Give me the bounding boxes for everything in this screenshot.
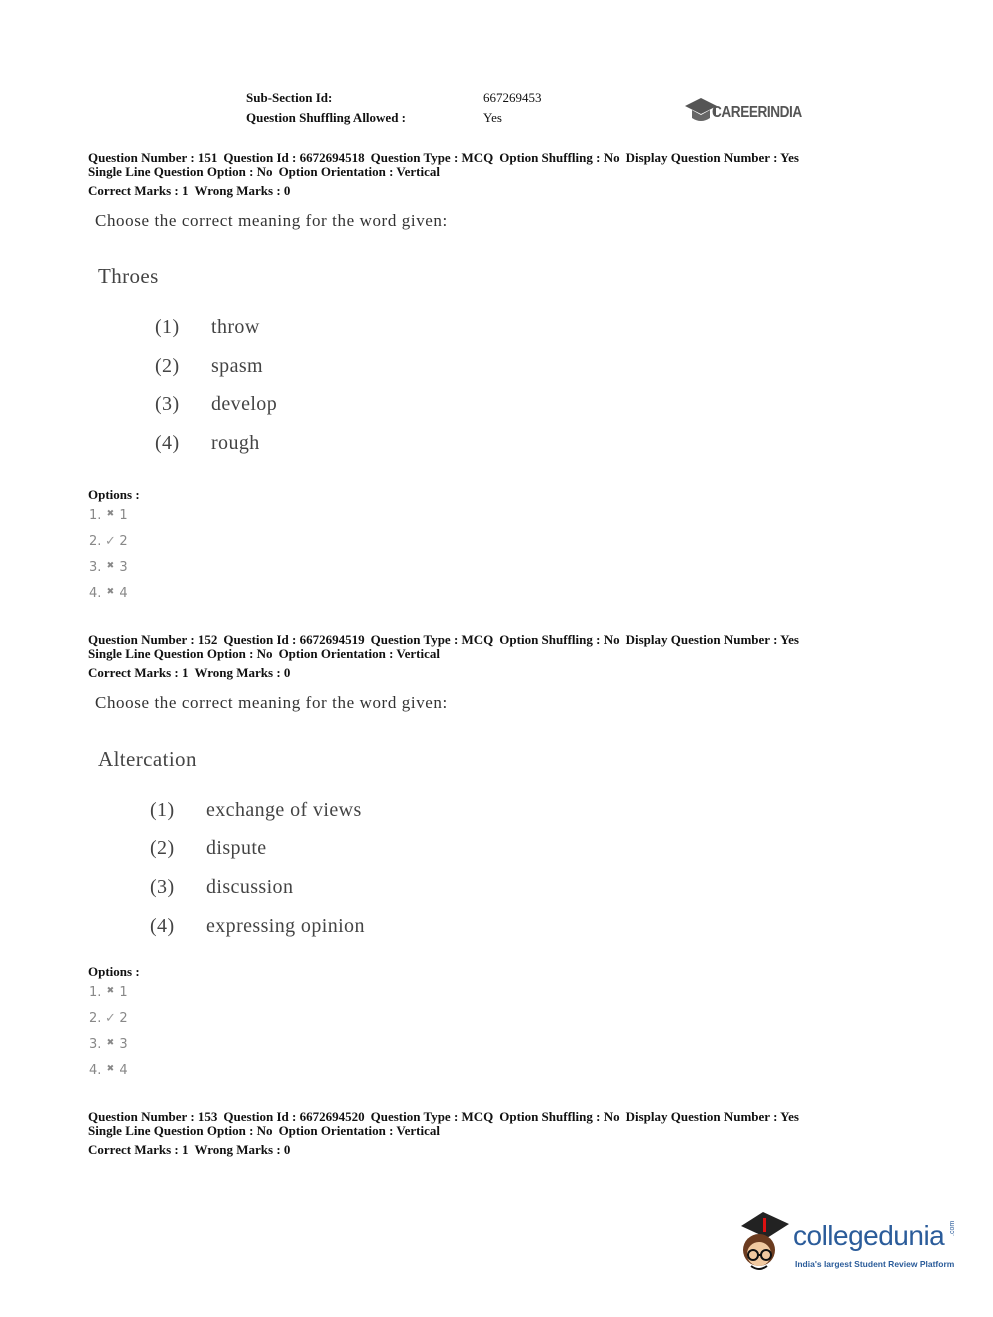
question-marks: Correct Marks : 1 Wrong Marks : 0 (88, 183, 291, 198)
choice-item: (3) discussion (150, 876, 294, 898)
option-row: 1. ✖ 1 (89, 508, 128, 523)
shuffling-label: Question Shuffling Allowed : (246, 110, 407, 125)
sub-section-value: 667269453 (483, 90, 542, 105)
logo-text: CAREERINDIA (712, 104, 802, 121)
question-prompt: Choose the correct meaning for the word given: (95, 211, 448, 230)
option-row: 1. ✖ 1 (89, 985, 128, 1000)
check-icon: ✓ (104, 1011, 116, 1026)
option-row: 2. ✓ 2 (89, 1011, 128, 1026)
shuffling-value: Yes (483, 110, 502, 125)
option-row: 3. ✖ 3 (89, 560, 128, 575)
choice-item: (4) rough (155, 432, 260, 454)
collegedunia-logo (733, 1208, 965, 1280)
question-word: Throes (98, 264, 159, 288)
question-marks: Correct Marks : 1 Wrong Marks : 0 (88, 665, 291, 680)
careerindia-logo (684, 96, 814, 126)
option-row: 4. ✖ 4 (89, 1063, 128, 1078)
brand-suffix: .com (949, 1220, 956, 1236)
mascot-icon (733, 1208, 795, 1278)
options-label: Options : (88, 964, 140, 979)
cross-icon: ✖ (106, 509, 115, 519)
question-meta-line2: Single Line Question Option : No Option Orientation : Vertical (88, 1123, 440, 1138)
question-meta-line1: Question Number : 151 Question Id : 6672694518 Question Type : MCQ Option Shuffling : No Display Question Number : Yes (88, 150, 799, 165)
check-icon: ✓ (104, 534, 116, 549)
question-meta-line1: Question Number : 152 Question Id : 6672694519 Question Type : MCQ Option Shuffling : No Display Question Number : Yes (88, 632, 799, 647)
choice-item: (1) exchange of views (150, 799, 362, 821)
cross-icon: ✖ (106, 1064, 115, 1074)
cross-icon: ✖ (106, 587, 115, 597)
options-label: Options : (88, 487, 140, 502)
question-meta-line2: Single Line Question Option : No Option Orientation : Vertical (88, 164, 440, 179)
cross-icon: ✖ (106, 561, 115, 571)
option-row: 3. ✖ 3 (89, 1037, 128, 1052)
cross-icon: ✖ (106, 986, 115, 996)
choice-item: (2) dispute (150, 837, 267, 859)
question-prompt: Choose the correct meaning for the word given: (95, 693, 448, 712)
sub-section-label: Sub-Section Id: (246, 90, 333, 105)
choice-item: (1) throw (155, 316, 260, 338)
question-marks: Correct Marks : 1 Wrong Marks : 0 (88, 1142, 291, 1157)
brand-tagline: India's largest Student Review Platform (795, 1259, 955, 1269)
choice-item: (3) develop (155, 393, 278, 415)
brand-name: collegedunia (793, 1220, 945, 1251)
choice-item: (4) expressing opinion (150, 915, 365, 937)
question-word: Altercation (98, 747, 197, 771)
option-row: 2. ✓ 2 (89, 534, 128, 549)
question-meta-line1: Question Number : 153 Question Id : 6672694520 Question Type : MCQ Option Shuffling : No Display Question Number : Yes (88, 1109, 799, 1124)
question-meta-line2: Single Line Question Option : No Option Orientation : Vertical (88, 646, 440, 661)
option-row: 4. ✖ 4 (89, 586, 128, 601)
cross-icon: ✖ (106, 1038, 115, 1048)
choice-item: (2) spasm (155, 355, 263, 377)
